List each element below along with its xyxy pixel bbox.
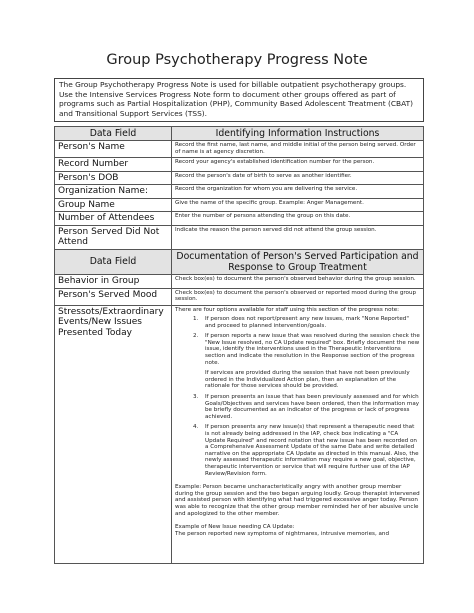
list-item (175, 424, 420, 477)
table-header-row (55, 127, 424, 141)
field-description: Enter the number of persons attending the group on this date. (172, 212, 424, 226)
item-text: If person does not report/present any new issues, mark "None Reported" and proceed to planned intervention/goals. (205, 316, 409, 329)
table-row (55, 171, 424, 185)
item-extra-text: If services are provided during the session that have not been previously ordered in the Individualized Action plan, then an explanation of the rationale for those services should be provided. (205, 370, 410, 390)
intro-box: The Group Psychotherapy Progress Note is used for billable outpatient psychotherapy groups. Use the Intensive Services Progress Note form to document other groups offered as part of programs such as Partial Hospitalization (PHP), Community Based Adolescent Treatment (CBAT) and Transitional Support Services (TSS). (54, 78, 424, 122)
field-description: Indicate the reason the person served did not attend the group session. (172, 225, 424, 249)
item-number: 3. (193, 394, 199, 401)
field-label: Stressots/Extraordinary Events/New Issues Presented Today (55, 305, 172, 563)
field-label: Person's Served Mood (55, 288, 172, 305)
field-description: Record your agency's established identification number for the person. (172, 158, 424, 172)
table-row (55, 212, 424, 226)
item-text: If person presents an issue that has been previously assessed and for which Goals/Objectives and services have been ordered, then the information may be briefly documented as an indicator of the progress or lack of progress achieved. (205, 394, 420, 420)
field-description: Record the person's date of birth to serve as another identifier. (172, 171, 424, 185)
field-label: Person's Name (55, 141, 172, 158)
table-header-row (55, 249, 424, 274)
example-label: Example of New Issue needing CA Update: (175, 524, 295, 531)
item-number: 2. (193, 333, 199, 340)
field-description: Record the organization for whom you are delivering the service. (172, 185, 424, 199)
field-label: Person's DOB (55, 171, 172, 185)
field-label: Behavior in Group (55, 274, 172, 288)
list-item (175, 333, 420, 390)
header-documentation: Documentation of Person's Served Participation and Response to Group Treatment (172, 249, 424, 274)
table-row (55, 288, 424, 305)
table-row (55, 141, 424, 158)
table-row (55, 185, 424, 199)
field-description: Check box(es) to document the person's observed or reported mood during the group session. (172, 288, 424, 305)
stressors-instructions (175, 307, 420, 562)
example-paragraph: Example: Person became uncharacteristically angry with another group member during the group session and the two began arguing loudly. Group therapist intervened and assisted person with identifying what had triggered excessive anger today. Person was able to recognize that the other group member reminded her of her abusive uncle and apologized to the other member. (175, 484, 420, 517)
table-row (55, 158, 424, 172)
field-description: Check box(es) to document the person's observed behavior during the group session. (172, 274, 424, 288)
field-description: Record the first name, last name, and middle initial of the person being served. Order of name is at agency discretion. (172, 141, 424, 158)
table-row (55, 198, 424, 212)
item-text: If person presents any new issue(s) that represent a therapeutic need that is not already being addressed in the IAP, check box indicating a "CA Update Required" and record notation that new issue has been recorded on a Comprehensive Assessment Update of the same Date and write detailed narrative on the appropriate CA Update as directed in this manual. Also, the newly assessed therapeutic information may require a new goal, objective, therapeutic intervention or service that will require further use of the IAP Review/Revision form. (205, 424, 419, 477)
field-label: Record Number (55, 158, 172, 172)
field-label: Number of Attendees (55, 212, 172, 226)
table-row (55, 305, 424, 563)
field-label: Person Served Did Not Attend (55, 225, 172, 249)
header-data-field: Data Field (55, 249, 172, 274)
list-item (175, 316, 420, 329)
item-text: If person reports a new issue that was resolved during the session check the "New Issue resolved, no CA Update required" box. Briefly document the new issue, identify the interventions used in the Therapeutic Interventions section and indicate the resolution in the Response section of the progress note. (205, 333, 420, 366)
field-label: Group Name (55, 198, 172, 212)
field-description: Give the name of the specific group. Example: Anger Management. (172, 198, 424, 212)
identifying-info-table (54, 126, 424, 564)
item-number: 4. (193, 424, 199, 431)
table-row (55, 225, 424, 249)
page-title: Group Psychotherapy Progress Note (106, 52, 368, 68)
options-lead: There are four options available for staff using this section of the progress note: (175, 306, 400, 313)
header-identifying-instructions: Identifying Information Instructions (172, 127, 424, 141)
field-description (172, 305, 424, 563)
field-label: Organization Name: (55, 185, 172, 199)
table-row (55, 274, 424, 288)
item-number: 1. (193, 316, 199, 323)
list-item (175, 394, 420, 420)
example-text: The person reported new symptoms of nightmares, intrusive memories, and (175, 530, 390, 537)
header-data-field: Data Field (55, 127, 172, 141)
options-list (175, 316, 420, 477)
